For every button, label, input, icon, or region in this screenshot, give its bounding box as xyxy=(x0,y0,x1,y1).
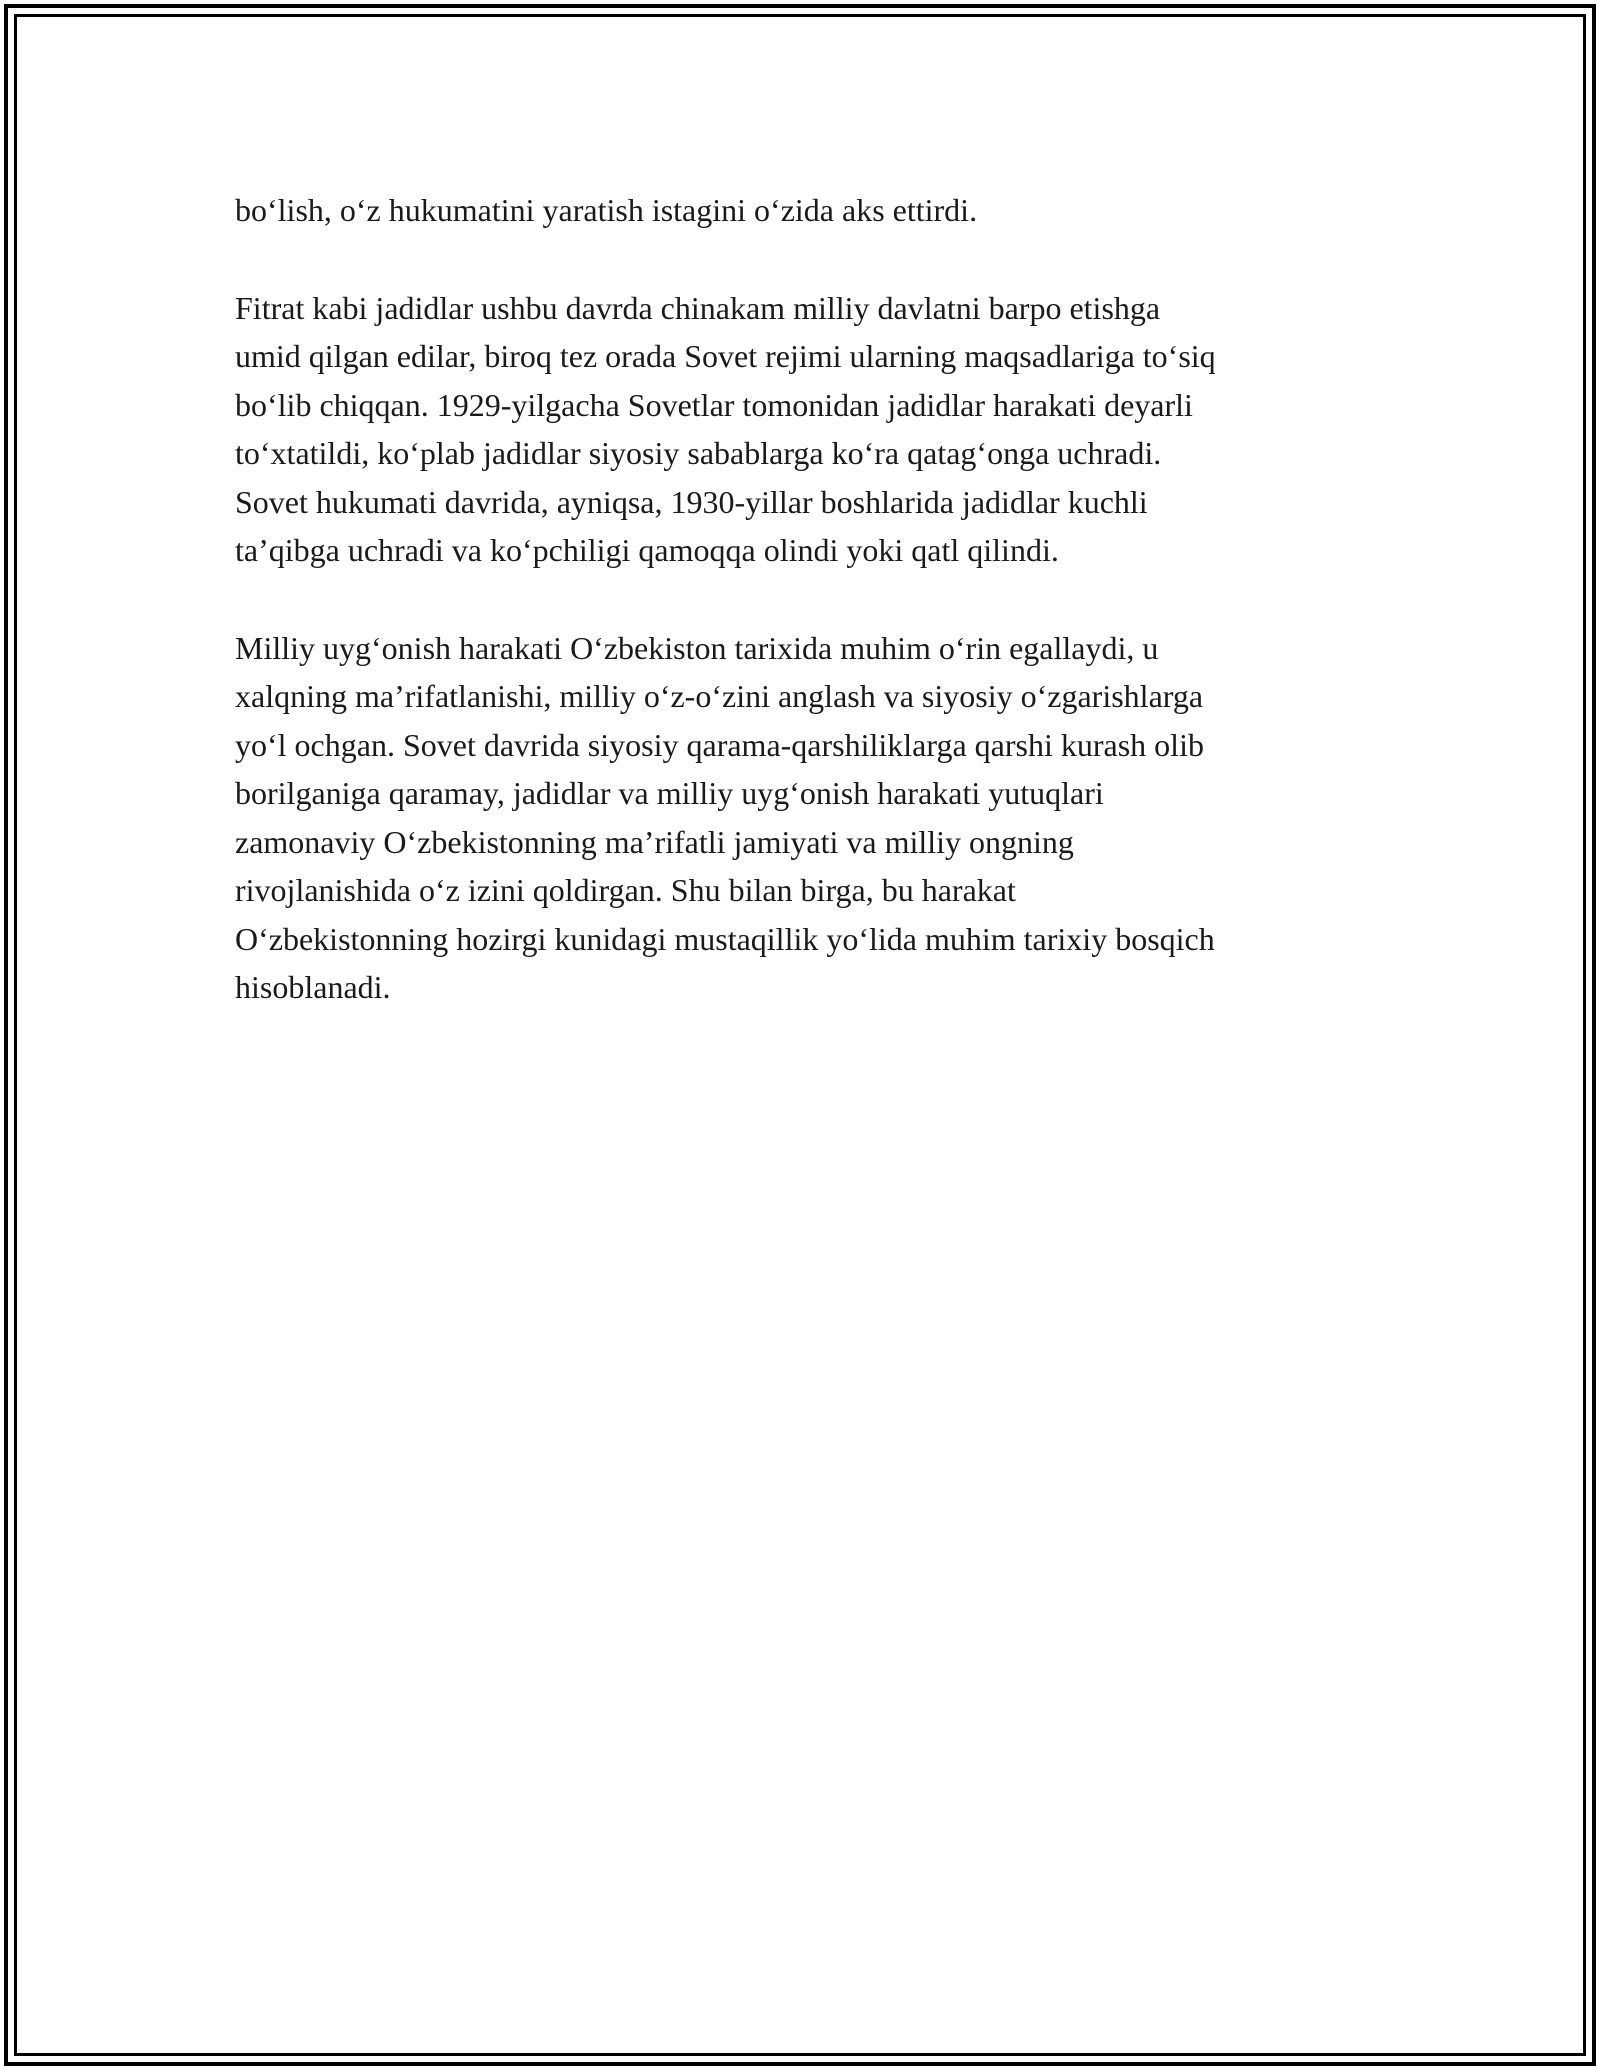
text-line: O‘zbekistonning hozirgi kunidagi mustaqillik yo‘lida muhim tarixiy bosqich xyxy=(235,920,1215,957)
text-line: rivojlanishida o‘z izini qoldirgan. Shu bilan birga, bu harakat xyxy=(235,872,1016,908)
text-line: bo‘lish, o‘z hukumatini yaratish istagini o‘zida aks ettirdi. xyxy=(235,192,978,228)
text-line: ta’qibga uchradi va ko‘pchiligi qamoqqa olindi yoki qatl qilindi. xyxy=(235,532,1059,568)
paragraph-1 xyxy=(235,186,1385,235)
text-line: umid qilgan edilar, biroq tez orada Sovet rejimi ularning maqsadlariga to‘siq xyxy=(235,338,1216,374)
text-line: bo‘lib chiqqan. 1929-yilgacha Sovetlar tomonidan jadidlar harakati deyarli xyxy=(235,386,1193,423)
text-line: yo‘l ochgan. Sovet davrida siyosiy qarama-qarshiliklarga qarshi kurash olib xyxy=(235,726,1204,763)
text-line: Fitrat kabi jadidlar ushbu davrda chinakam milliy davlatni barpo etishga xyxy=(235,289,1161,326)
text-line: borilganiga qaramay, jadidlar va milliy uyg‘onish harakati yutuqlari xyxy=(235,775,1104,811)
text-line: Sovet hukumati davrida, ayniqsa, 1930-yillar boshlarida jadidlar kuchli xyxy=(235,483,1148,520)
paragraph-3 xyxy=(235,624,1385,1012)
text-line: xalqning ma’rifatlanishi, milliy o‘z-o‘zini anglash va siyosiy o‘zgarishlarga xyxy=(235,678,1204,714)
text-line: to‘xtatildi, ko‘plab jadidlar siyosiy sabablarga ko‘ra qatag‘onga uchradi. xyxy=(235,435,1162,471)
text-line: hisoblanadi. xyxy=(235,969,391,1005)
document-body xyxy=(235,186,1385,1061)
text-line: Milliy uyg‘onish harakati O‘zbekiston tarixida muhim o‘rin egallaydi, u xyxy=(235,629,1159,666)
text-line: zamonaviy O‘zbekistonning ma’rifatli jamiyati va milliy ongning xyxy=(235,823,1074,860)
paragraph-2 xyxy=(235,284,1385,575)
